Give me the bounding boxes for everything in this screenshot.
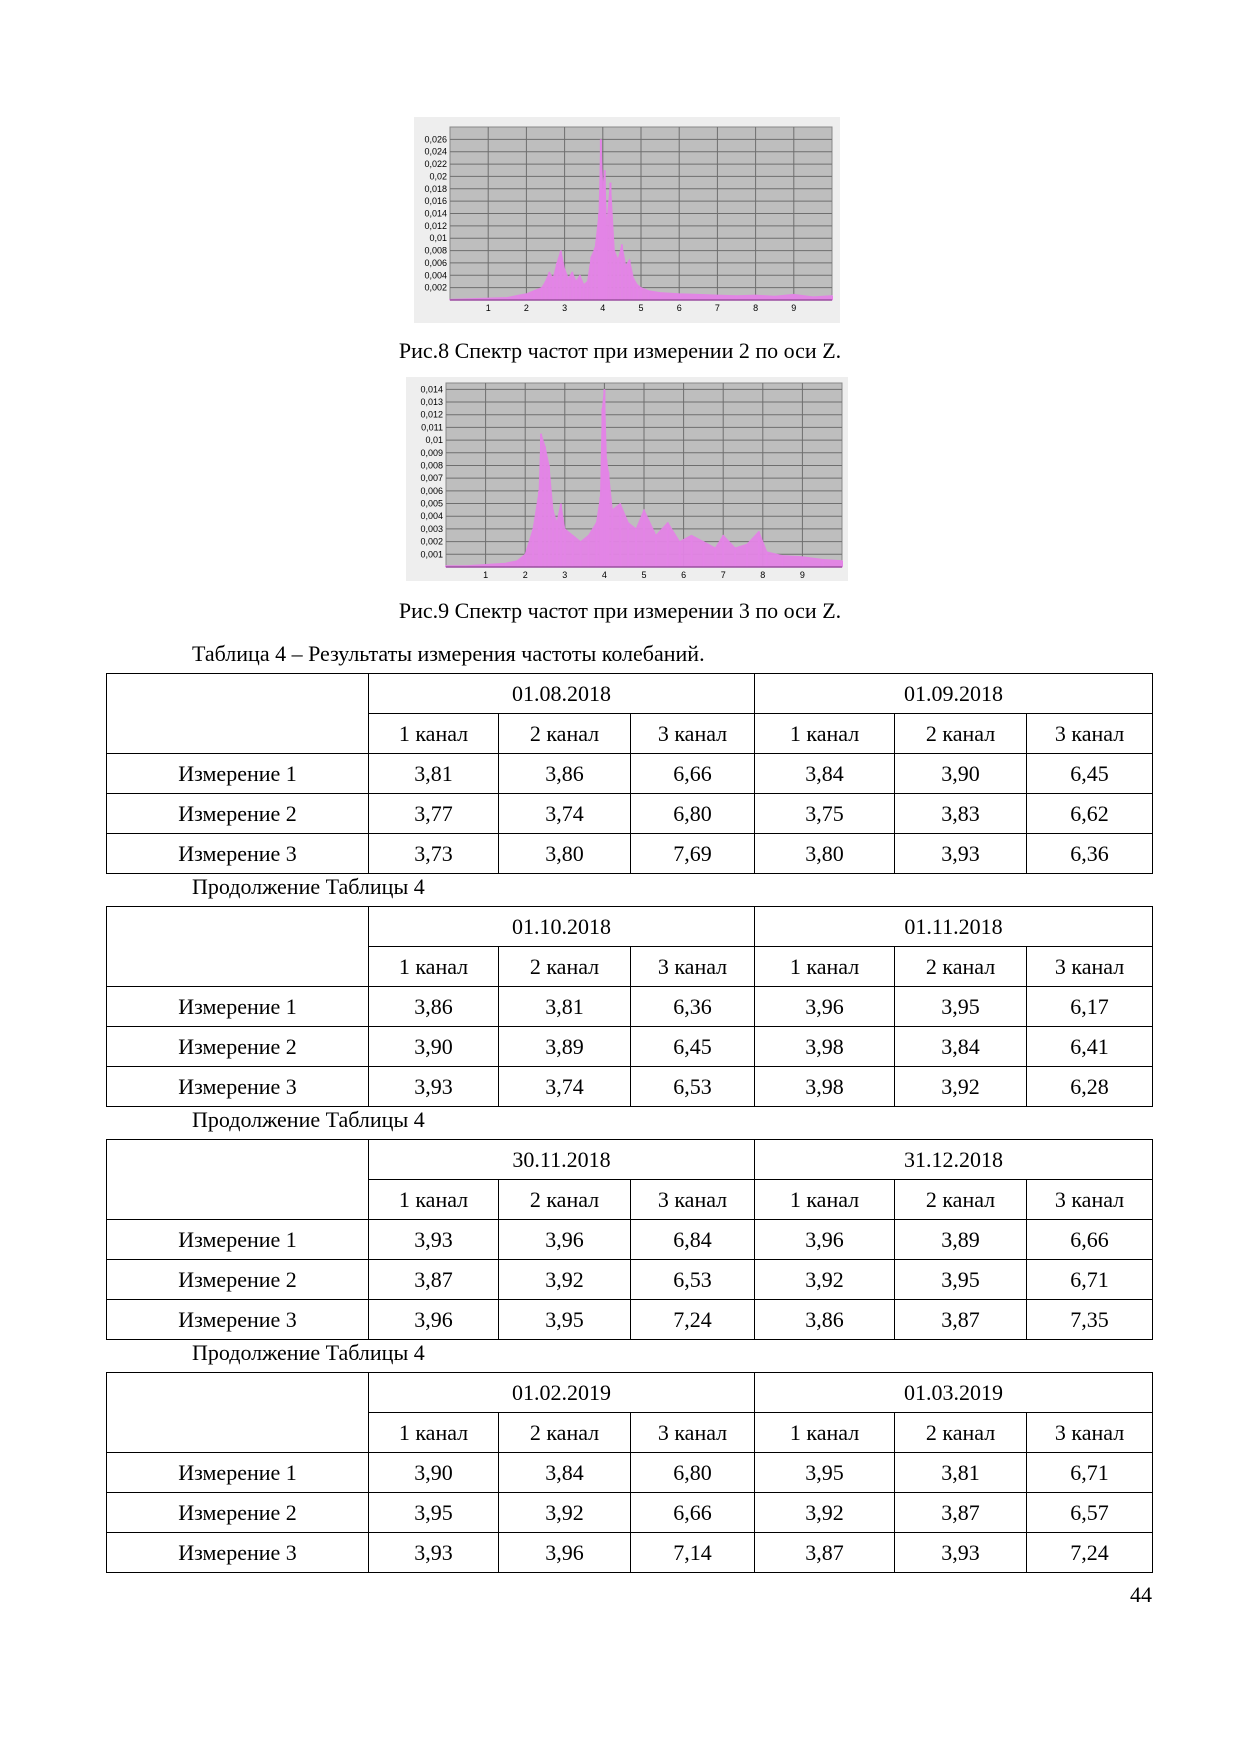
table-cell: 3,74	[499, 794, 631, 834]
table-corner-cell	[107, 674, 369, 754]
table-cell: 7,69	[631, 834, 755, 874]
date-header: 01.08.2018	[369, 674, 755, 714]
table-cell: 3,95	[499, 1300, 631, 1340]
date-header: 01.09.2018	[755, 674, 1153, 714]
table-header-dates	[107, 907, 1153, 947]
table-cell: 3,80	[499, 834, 631, 874]
y-tick-label: 0,01	[429, 233, 447, 244]
table-row	[107, 1453, 1153, 1493]
table-cell: 3,96	[369, 1300, 499, 1340]
y-tick-label: 0,004	[420, 511, 443, 522]
table-cell: 6,80	[631, 1453, 755, 1493]
table-continuation-label: Продолжение Таблицы 4	[192, 1107, 425, 1132]
table-cell: 6,45	[631, 1027, 755, 1067]
channel-header: 1 канал	[369, 1413, 499, 1453]
table-cell: 3,93	[369, 1067, 499, 1107]
table-cell: 3,84	[755, 754, 895, 794]
channel-header: 2 канал	[499, 1413, 631, 1453]
y-tick-label: 0,004	[424, 270, 447, 281]
table-cell: 6,53	[631, 1260, 755, 1300]
channel-header: 1 канал	[755, 714, 895, 754]
channel-header: 1 канал	[369, 947, 499, 987]
channel-header: 1 канал	[755, 1413, 895, 1453]
y-tick-label: 0,002	[424, 282, 447, 293]
channel-header: 3 канал	[631, 947, 755, 987]
table-cell: 6,71	[1027, 1453, 1153, 1493]
channel-header: 1 канал	[369, 1180, 499, 1220]
table-cell: 6,17	[1027, 987, 1153, 1027]
table-cell: 3,93	[369, 1533, 499, 1573]
table-cell: 6,53	[631, 1067, 755, 1107]
date-header: 01.10.2018	[369, 907, 755, 947]
page-number: 44	[1130, 1582, 1152, 1607]
table-cell: 3,81	[499, 987, 631, 1027]
table-row	[107, 1493, 1153, 1533]
x-tick-label: 5	[641, 570, 647, 580]
table-cell: 7,14	[631, 1533, 755, 1573]
table-cell: 3,96	[499, 1220, 631, 1260]
y-tick-label: 0,002	[420, 536, 443, 547]
row-label: Измерение 3	[107, 1300, 369, 1340]
table-row	[107, 987, 1153, 1027]
y-tick-label: 0,006	[420, 485, 443, 496]
table-corner-cell	[107, 1140, 369, 1220]
y-tick-label: 0,005	[420, 498, 443, 509]
table-cell: 3,92	[895, 1067, 1027, 1107]
y-tick-label: 0,008	[424, 245, 447, 256]
channel-header: 2 канал	[499, 1180, 631, 1220]
table-cell: 3,96	[755, 987, 895, 1027]
x-tick-label: 4	[600, 303, 606, 313]
x-tick-label: 1	[485, 303, 491, 313]
table-cell: 3,87	[895, 1300, 1027, 1340]
y-tick-label: 0,013	[420, 397, 443, 408]
x-tick-label: 8	[760, 570, 766, 580]
table-row	[107, 1260, 1153, 1300]
x-tick-label: 6	[681, 570, 687, 580]
table-cell: 3,92	[755, 1493, 895, 1533]
y-tick-label: 0,01	[425, 435, 443, 446]
table-cell: 6,36	[1027, 834, 1153, 874]
table-cell: 3,98	[755, 1027, 895, 1067]
results-table	[106, 906, 1153, 1107]
row-label: Измерение 2	[107, 1493, 369, 1533]
y-tick-label: 0,001	[420, 549, 443, 560]
row-label: Измерение 1	[107, 1220, 369, 1260]
x-tick-label: 4	[601, 570, 607, 580]
table-row	[107, 1027, 1153, 1067]
x-tick-label: 7	[714, 303, 720, 313]
table-cell: 3,93	[895, 834, 1027, 874]
row-label: Измерение 1	[107, 754, 369, 794]
table-cell: 3,74	[499, 1067, 631, 1107]
y-tick-label: 0,018	[424, 183, 447, 194]
table-cell: 6,66	[1027, 1220, 1153, 1260]
table-cell: 3,80	[755, 834, 895, 874]
results-table	[106, 1372, 1153, 1573]
y-tick-label: 0,012	[424, 220, 447, 231]
table-header-dates	[107, 1140, 1153, 1180]
figure-9-chart	[406, 377, 848, 581]
date-header: 01.11.2018	[755, 907, 1153, 947]
date-header: 30.11.2018	[369, 1140, 755, 1180]
table-cell: 6,66	[631, 754, 755, 794]
table-row	[107, 1533, 1153, 1573]
spectrum-chart-8	[414, 117, 840, 323]
x-tick-label: 2	[523, 303, 529, 313]
table-cell: 3,87	[755, 1533, 895, 1573]
channel-header: 2 канал	[499, 714, 631, 754]
x-tick-label: 8	[753, 303, 759, 313]
y-tick-label: 0,007	[420, 473, 443, 484]
table-corner-cell	[107, 907, 369, 987]
y-tick-label: 0,024	[424, 146, 447, 157]
table-cell: 3,96	[755, 1220, 895, 1260]
table-cell: 3,95	[895, 987, 1027, 1027]
table-continuation-label: Продолжение Таблицы 4	[192, 874, 425, 899]
table-cell: 6,45	[1027, 754, 1153, 794]
table-cell: 3,81	[895, 1453, 1027, 1493]
table-cell: 3,93	[895, 1533, 1027, 1573]
row-label: Измерение 3	[107, 1067, 369, 1107]
table-header-dates	[107, 1373, 1153, 1413]
channel-header: 2 канал	[895, 1413, 1027, 1453]
table-cell: 3,75	[755, 794, 895, 834]
y-tick-label: 0,009	[420, 447, 443, 458]
row-label: Измерение 3	[107, 834, 369, 874]
spectrum-chart-9	[406, 377, 848, 581]
y-tick-label: 0,006	[424, 257, 447, 268]
table-row	[107, 1220, 1153, 1260]
table-row	[107, 1300, 1153, 1340]
y-tick-label: 0,011	[421, 422, 443, 433]
table-cell: 3,73	[369, 834, 499, 874]
table-cell: 6,41	[1027, 1027, 1153, 1067]
channel-header: 2 канал	[895, 947, 1027, 987]
table-cell: 3,84	[499, 1453, 631, 1493]
channel-header: 3 канал	[631, 1180, 755, 1220]
channel-header: 2 канал	[895, 714, 1027, 754]
table-cell: 3,87	[895, 1493, 1027, 1533]
channel-header: 3 канал	[1027, 1413, 1153, 1453]
results-table	[106, 673, 1153, 874]
table-cell: 3,90	[895, 754, 1027, 794]
table-cell: 3,86	[755, 1300, 895, 1340]
row-label: Измерение 1	[107, 987, 369, 1027]
table-cell: 3,96	[499, 1533, 631, 1573]
table-cell: 7,24	[631, 1300, 755, 1340]
row-label: Измерение 3	[107, 1533, 369, 1573]
y-tick-label: 0,008	[420, 460, 443, 471]
row-label: Измерение 1	[107, 1453, 369, 1493]
table-cell: 7,24	[1027, 1533, 1153, 1573]
x-tick-label: 5	[638, 303, 644, 313]
row-label: Измерение 2	[107, 1027, 369, 1067]
x-tick-label: 6	[676, 303, 682, 313]
table-header-dates	[107, 674, 1153, 714]
table-cell: 3,77	[369, 794, 499, 834]
y-tick-label: 0,026	[424, 134, 447, 145]
x-tick-label: 3	[562, 570, 568, 580]
channel-header: 1 канал	[755, 1180, 895, 1220]
table-cell: 3,86	[499, 754, 631, 794]
table-cell: 6,36	[631, 987, 755, 1027]
table-cell: 3,93	[369, 1220, 499, 1260]
channel-header: 2 канал	[499, 947, 631, 987]
table-cell: 3,89	[499, 1027, 631, 1067]
channel-header: 3 канал	[1027, 947, 1153, 987]
date-header: 01.02.2019	[369, 1373, 755, 1413]
table-cell: 3,98	[755, 1067, 895, 1107]
channel-header: 3 канал	[1027, 1180, 1153, 1220]
table-row	[107, 834, 1153, 874]
figure-8-chart	[414, 117, 840, 323]
table-cell: 3,95	[895, 1260, 1027, 1300]
y-tick-label: 0,016	[424, 196, 447, 207]
table-cell: 3,81	[369, 754, 499, 794]
table-cell: 3,84	[895, 1027, 1027, 1067]
table-cell: 6,57	[1027, 1493, 1153, 1533]
table-cell: 6,62	[1027, 794, 1153, 834]
y-tick-label: 0,02	[429, 171, 447, 182]
table-cell: 3,92	[499, 1260, 631, 1300]
table-row	[107, 794, 1153, 834]
table-title: Таблица 4 – Результаты измерения частоты колебаний.	[192, 641, 705, 666]
x-tick-label: 9	[791, 303, 797, 313]
table-cell: 3,86	[369, 987, 499, 1027]
table-cell: 3,92	[755, 1260, 895, 1300]
table-cell: 3,90	[369, 1027, 499, 1067]
channel-header: 3 канал	[631, 714, 755, 754]
date-header: 01.03.2019	[755, 1373, 1153, 1413]
x-tick-label: 2	[522, 570, 528, 580]
table-row	[107, 1067, 1153, 1107]
table-continuation-label: Продолжение Таблицы 4	[192, 1340, 425, 1365]
table-cell: 6,28	[1027, 1067, 1153, 1107]
table-cell: 6,84	[631, 1220, 755, 1260]
table-cell: 3,95	[755, 1453, 895, 1493]
date-header: 31.12.2018	[755, 1140, 1153, 1180]
y-tick-label: 0,014	[424, 208, 447, 219]
x-tick-label: 1	[483, 570, 489, 580]
figure-9-caption: Рис.9 Спектр частот при измерении 3 по оси Z.	[398, 598, 842, 623]
channel-header: 3 канал	[631, 1413, 755, 1453]
table-cell: 3,87	[369, 1260, 499, 1300]
y-tick-label: 0,012	[420, 409, 443, 420]
table-cell: 6,66	[631, 1493, 755, 1533]
channel-header: 2 канал	[895, 1180, 1027, 1220]
table-cell: 3,95	[369, 1493, 499, 1533]
row-label: Измерение 2	[107, 794, 369, 834]
y-tick-label: 0,022	[424, 159, 447, 170]
x-tick-label: 7	[720, 570, 726, 580]
table-cell: 3,92	[499, 1493, 631, 1533]
table-cell: 3,89	[895, 1220, 1027, 1260]
table-cell: 6,80	[631, 794, 755, 834]
table-cell: 3,83	[895, 794, 1027, 834]
channel-header: 1 канал	[755, 947, 895, 987]
table-cell: 6,71	[1027, 1260, 1153, 1300]
table-cell: 3,90	[369, 1453, 499, 1493]
table-row	[107, 754, 1153, 794]
y-tick-label: 0,003	[420, 523, 443, 534]
x-tick-label: 3	[562, 303, 568, 313]
x-tick-label: 9	[799, 570, 805, 580]
results-table	[106, 1139, 1153, 1340]
channel-header: 1 канал	[369, 714, 499, 754]
table-cell: 7,35	[1027, 1300, 1153, 1340]
channel-header: 3 канал	[1027, 714, 1153, 754]
figure-8-caption: Рис.8 Спектр частот при измерении 2 по оси Z.	[398, 338, 842, 363]
table-corner-cell	[107, 1373, 369, 1453]
row-label: Измерение 2	[107, 1260, 369, 1300]
y-tick-label: 0,014	[420, 384, 443, 395]
